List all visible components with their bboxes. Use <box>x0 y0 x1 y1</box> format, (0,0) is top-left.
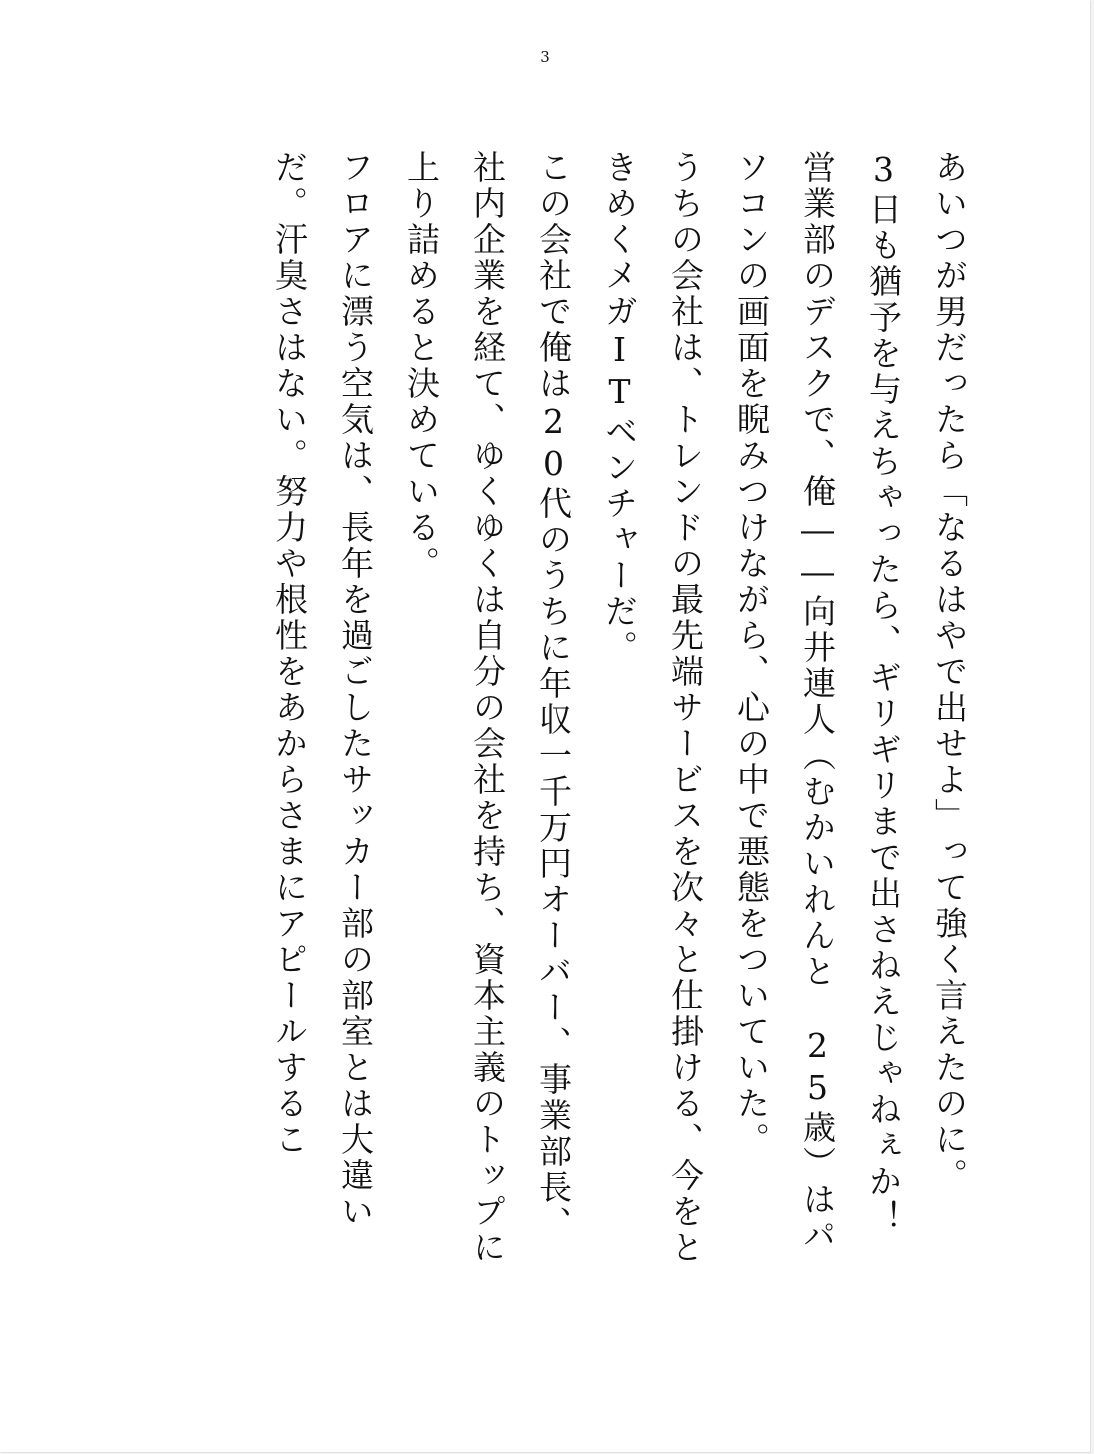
paragraph-6: フロアに漂う空気は、長年を過ごしたサッカー部の部室とは大違いだ。汗臭さはない。努力や根性をあからさまにアピールするこ <box>270 150 375 1230</box>
paragraph-2: 3日も猶予を与えちゃったら、ギリギリまで出さねえじゃねぇか！ <box>864 150 903 1236</box>
paragraph-1: あいつが男だったら「なるはやで出せよ」って強く言えたのに。 <box>930 150 969 1194</box>
page-number: 3 <box>540 48 550 66</box>
paragraph-4: うちの会社は、トレンドの最先端サービスを次々と仕掛ける、今をときめくメガITベンチャーだ。 <box>600 150 705 1266</box>
paragraph-3: 営業部のデスクで、俺――向井連人（むかいれんと 25歳）はパソコンの画面を睨みつけながら、心の中で悪態をついていた。 <box>732 150 837 1254</box>
paragraph-5: この会社で俺は20代のうちに年収一千万円オーバー、事業部長、社内企業を経て、ゆくゆくは自分の会社を持ち、資本主義のトップに上り詰めると決めている。 <box>402 150 573 1266</box>
vertical-text-body <box>256 150 982 1270</box>
